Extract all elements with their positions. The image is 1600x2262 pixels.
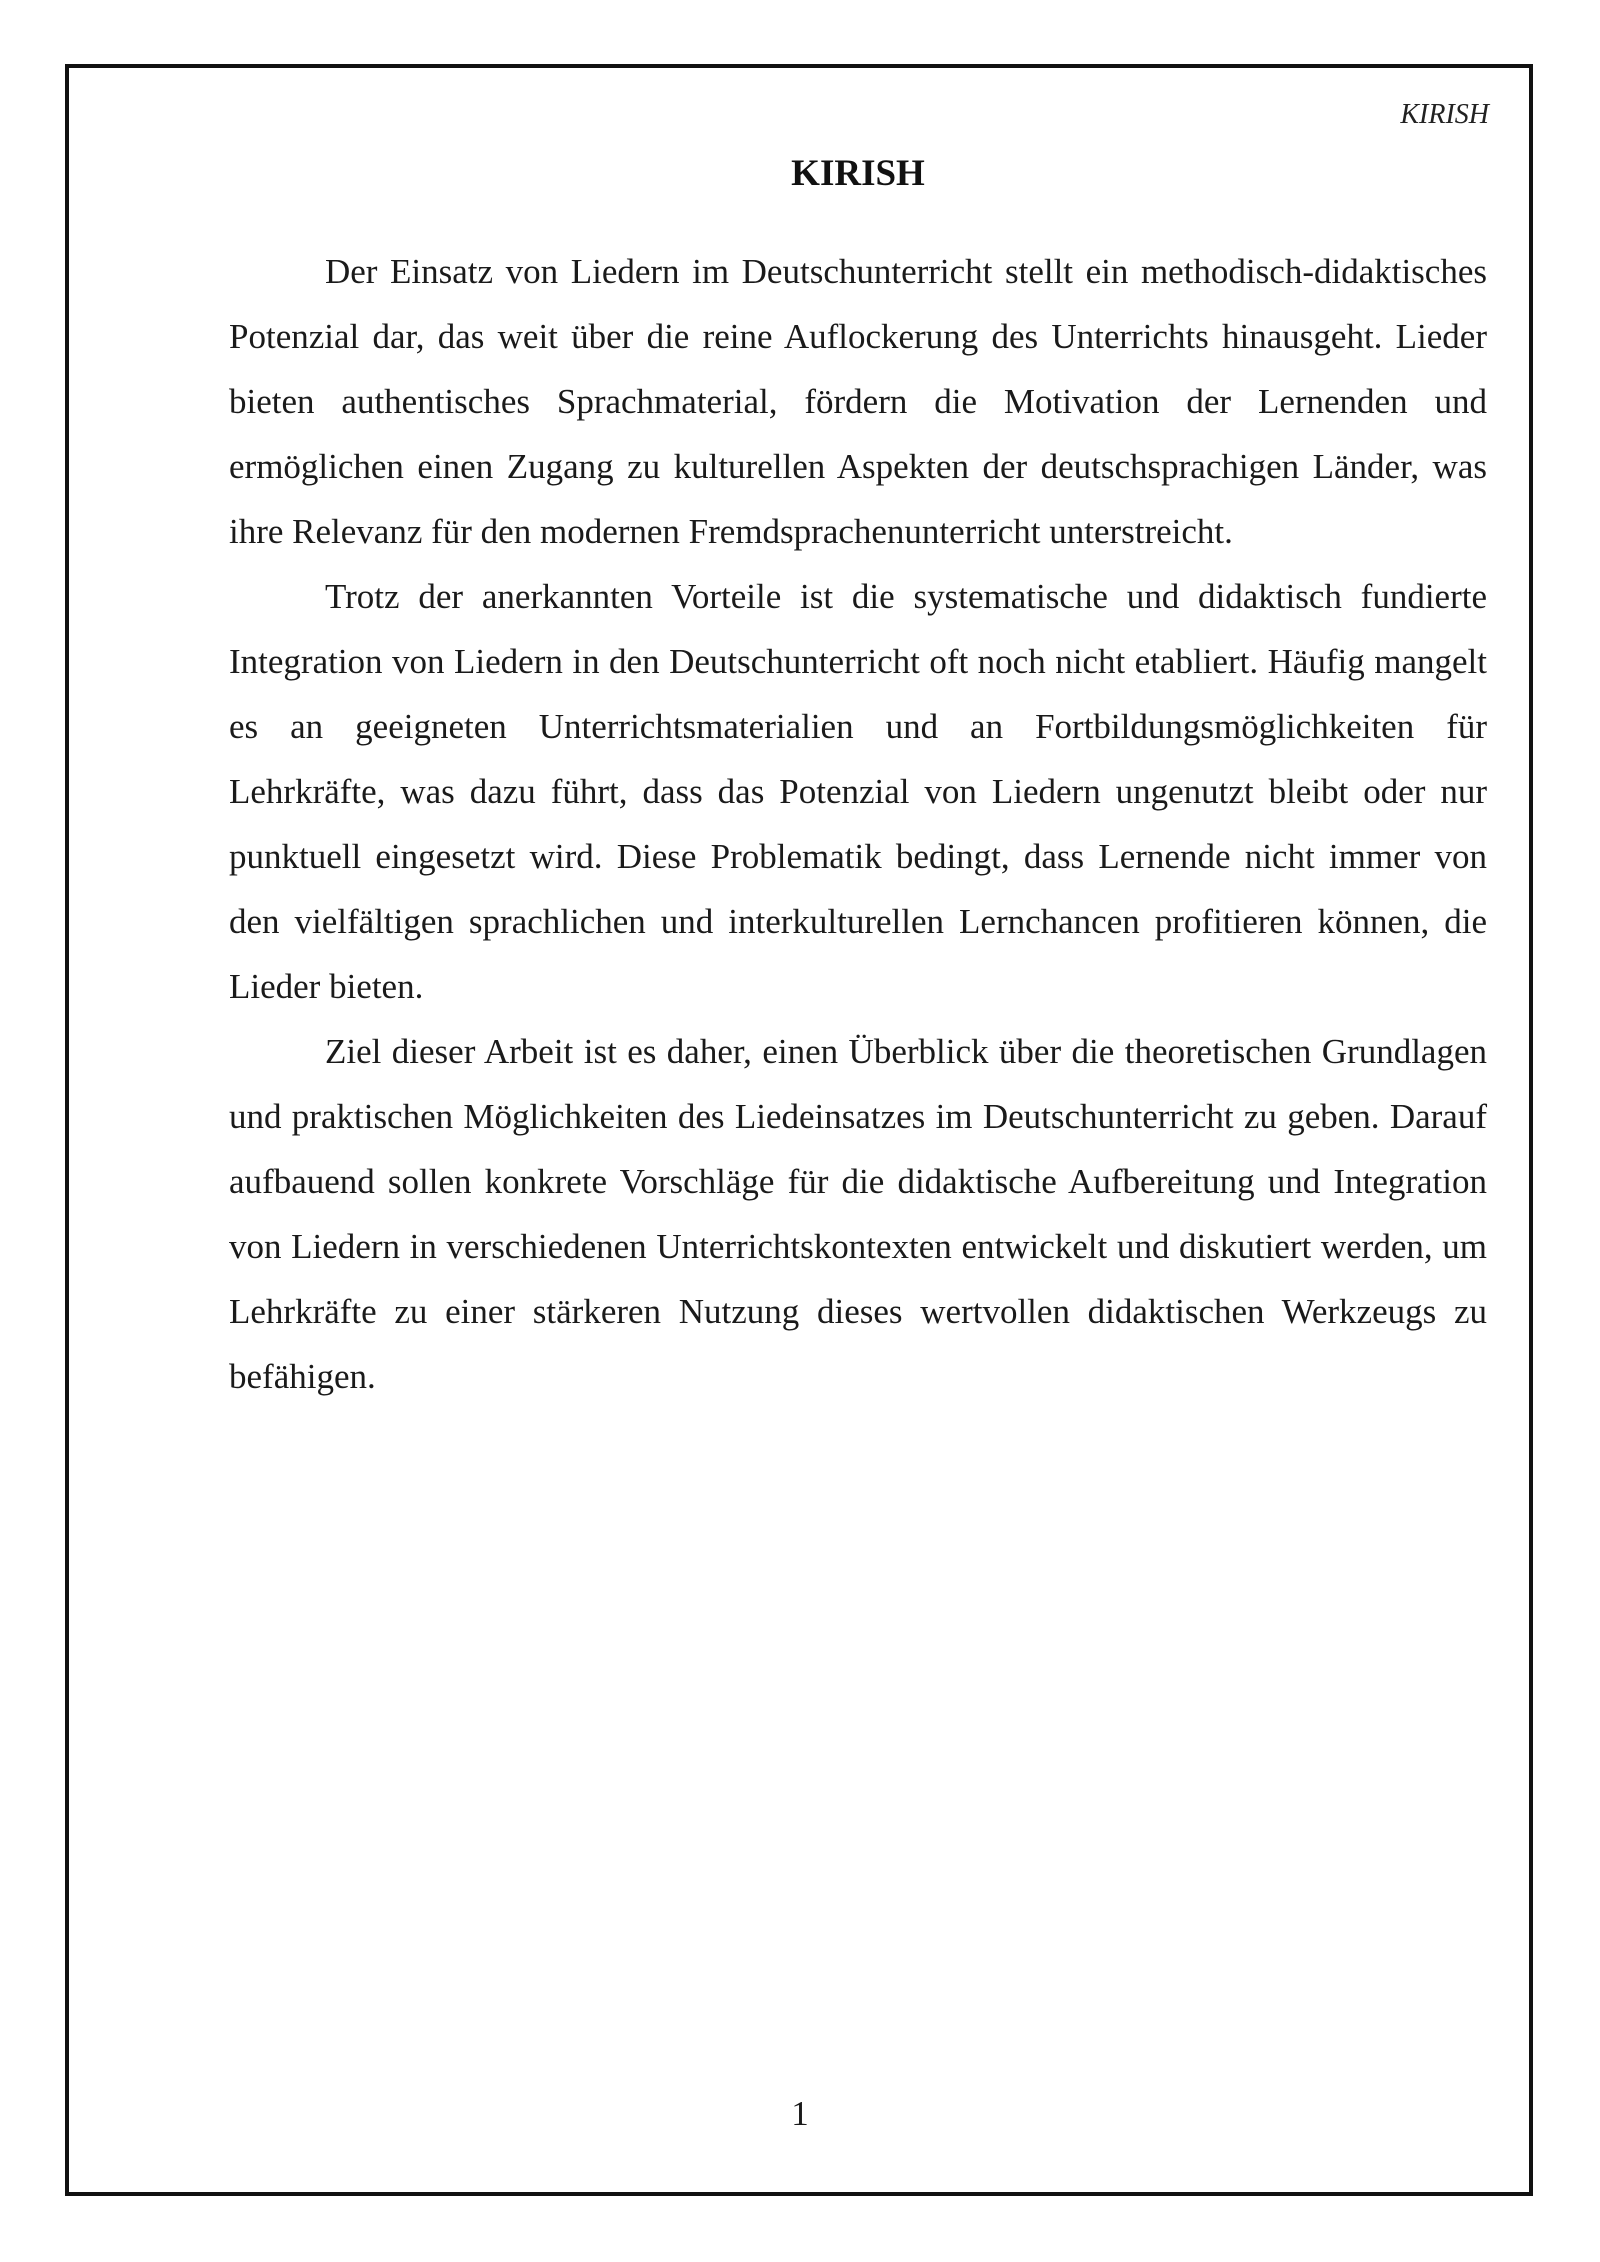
page-number: 1 bbox=[791, 2094, 809, 2133]
paragraph-3: Ziel dieser Arbeit ist es daher, einen Überblick über die theoretischen Grundlagen und praktischen Möglichkeiten des Liedeinsatzes im Deutschunterricht zu geben. Darauf aufbauend sollen konkrete Vorschläge für die didaktische Aufbereitung und Integration von Liedern in verschiedenen Unterrichtskontexten entwickelt und diskutiert werden, um Lehrkräfte zu einer stärkeren Nutzung dieses wertvollen didaktischen Werkzeugs zu befähigen. bbox=[229, 1032, 1487, 1396]
paragraph-1: Der Einsatz von Liedern im Deutschunterricht stellt ein methodisch-didaktisches Potenzial dar, das weit über die reine Auflockerung des Unterrichts hinausgeht. Lieder bieten authentisches Sprachmaterial, fördern die Motivation der Lernenden und ermöglichen einen Zugang zu kulturellen Aspekten der deutschsprachigen Länder, was ihre Relevanz für den modernen Fremdsprachenunterricht unterstreicht. bbox=[229, 252, 1487, 551]
paragraph-2: Trotz der anerkannten Vorteile ist die systematische und didaktisch fundierte Integration von Liedern in den Deutschunterricht oft noch nicht etabliert. Häufig mangelt es an geeigneten Unterrichtsmaterialien und an Fortbildungsmöglichkeiten für Lehrkräfte, was dazu führt, dass das Potenzial von Liedern ungenutzt bleibt oder nur punktuell eingesetzt wird. Diese Problematik bedingt, dass Lernende nicht immer von den vielfältigen sprachlichen und interkulturellen Lernchancen profitieren können, die Lieder bieten. bbox=[229, 577, 1487, 1006]
running-header: KIRISH bbox=[1400, 99, 1489, 130]
body-text bbox=[229, 239, 1487, 1409]
page-title: KIRISH bbox=[791, 153, 925, 194]
